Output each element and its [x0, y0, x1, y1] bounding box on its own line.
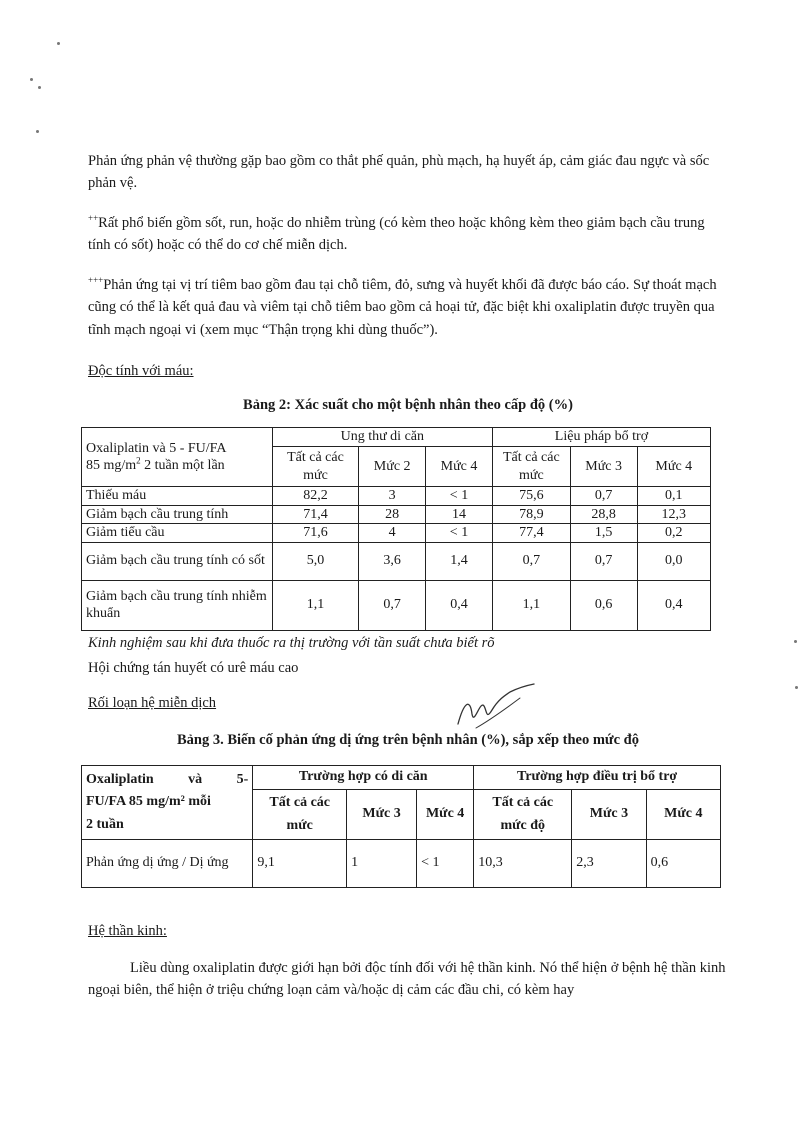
table3-regimen-line3: 2 tuần — [86, 816, 124, 832]
scan-speck — [57, 42, 60, 45]
table3 — [81, 765, 721, 888]
table2-col-header: Mức 3 — [570, 447, 637, 487]
table2-cell: 0,2 — [637, 524, 710, 543]
table2-row-label: Giảm bạch cầu trung tính có sốt — [82, 542, 273, 580]
table3-row-label: Phản ứng dị ứng / Dị ứng — [82, 840, 253, 888]
table2-cell: < 1 — [426, 487, 493, 506]
scan-speck — [795, 686, 798, 689]
table2-cell: 0,4 — [637, 580, 710, 630]
table3-col-header: Tất cả các mức — [253, 790, 347, 840]
table-row — [82, 487, 711, 506]
table2-cell: 28,8 — [570, 505, 637, 524]
table3-cell: 9,1 — [253, 840, 347, 888]
table3-group-metastatic: Trường hợp có di căn — [253, 766, 474, 790]
table2-row-label: Giảm tiểu cầu — [82, 524, 273, 543]
table2-cell: < 1 — [426, 524, 493, 543]
paragraph-fever — [88, 212, 728, 257]
table2 — [81, 427, 711, 631]
table2-cell: 28 — [359, 505, 426, 524]
table2-cell: 0,7 — [492, 542, 570, 580]
table2-col-header: Mức 2 — [359, 447, 426, 487]
table2-cell: 12,3 — [637, 505, 710, 524]
table2-caption: Bảng 2: Xác suất cho một bệnh nhân theo cấp độ (%) — [243, 397, 573, 413]
table2-cell: 1,1 — [272, 580, 359, 630]
paragraph-injection-site — [88, 274, 728, 341]
table2-cell: 3,6 — [359, 542, 426, 580]
handwritten-signature — [450, 680, 540, 735]
table2-row-label: Giảm bạch cầu trung tính — [82, 505, 273, 524]
table2-regimen-cell — [82, 428, 273, 487]
table2-regimen-schedule: 2 tuần một lần — [140, 458, 225, 473]
table2-cell: 0,7 — [359, 580, 426, 630]
table3-cell: < 1 — [417, 840, 474, 888]
table3-col-header: Mức 3 — [572, 790, 646, 840]
table2-cell: 4 — [359, 524, 426, 543]
table3-regimen-word: 5- — [236, 771, 249, 787]
table2-row-label: Giảm bạch cầu trung tính nhiễm khuẩn — [82, 580, 273, 630]
hus-line: Hội chứng tán huyết có urê máu cao — [88, 660, 299, 676]
table2-cell: 77,4 — [492, 524, 570, 543]
table3-cell: 1 — [347, 840, 417, 888]
footnote-mark: ++ — [88, 213, 99, 224]
paragraph-anaphylaxis: Phản ứng phản vệ thường gặp bao gồm co thắt phế quản, phù mạch, hạ huyết áp, cảm giác đau ngực và sốc phản vệ. — [88, 153, 710, 192]
scan-speck — [794, 640, 797, 643]
table3-col-header: Mức 3 — [347, 790, 417, 840]
table3-cell: 10,3 — [474, 840, 572, 888]
table2-cell: 71,6 — [272, 524, 359, 543]
table3-col-header: Mức 4 — [417, 790, 474, 840]
table2-cell: 0,6 — [570, 580, 637, 630]
paragraph-nervous: Liều dùng oxaliplatin được giới hạn bởi độc tính đối với hệ thần kinh. Nó thể hiện ở bệnh hệ thần kinh ngoại biên, thể hiện ở triệu chứng loạn cảm và/hoặc dị cảm các đầu chi, có kèm hay — [88, 960, 726, 999]
footnote-mark: +++ — [88, 275, 104, 286]
table3-regimen-cell — [82, 766, 253, 840]
postmarketing-note: Kinh nghiệm sau khi đưa thuốc ra thị trường với tần suất chưa biết rõ — [88, 635, 495, 651]
table3-regimen-line1 — [86, 769, 248, 791]
table-row — [82, 505, 711, 524]
table-row — [82, 542, 711, 580]
table3-col-header: Tất cả các mức độ — [474, 790, 572, 840]
scan-speck — [38, 86, 41, 89]
table2-col-header: Mức 4 — [637, 447, 710, 487]
table-row — [82, 840, 721, 888]
table2-col-header: Tất cả các mức — [272, 447, 359, 487]
table2-cell: 0,4 — [426, 580, 493, 630]
paragraph-injection-text: Phản ứng tại vị trí tiêm bao gồm đau tại chỗ tiêm, đỏ, sưng và huyết khối đã được báo cáo. Sự thoát mạch cũng có thể là kết quả đau và viêm tại chỗ tiêm bao gồm cả hoại tử, đặc biệt khi oxaliplatin được truyền qua tĩnh mạch ngoại vi (xem mục “Thận trọng khi dùng thuốc”). — [88, 277, 717, 338]
table2-cell: 1,5 — [570, 524, 637, 543]
section-heading-blood: Độc tính với máu: — [88, 363, 194, 379]
table2-cell: 3 — [359, 487, 426, 506]
table2-cell: 0,0 — [637, 542, 710, 580]
table2-group-metastatic: Ung thư di căn — [272, 428, 492, 447]
table3-cell: 2,3 — [572, 840, 646, 888]
table2-col-header: Mức 4 — [426, 447, 493, 487]
table2-regimen-sup: 2 — [136, 455, 141, 466]
table2-cell: 5,0 — [272, 542, 359, 580]
table2-cell: 1,1 — [492, 580, 570, 630]
paragraph-fever-text: Rất phổ biến gồm sốt, run, hoặc do nhiễm trùng (có kèm theo hoặc không kèm theo giảm bạch cầu trung tính có sốt) hoặc có thể do cơ chế miễn dịch. — [88, 215, 705, 254]
table2-group-adjuvant: Liệu pháp bổ trợ — [492, 428, 710, 447]
section-heading-nervous: Hệ thần kinh: — [88, 923, 167, 939]
table2-row-label: Thiếu máu — [82, 487, 273, 506]
table2-cell: 14 — [426, 505, 493, 524]
table2-cell: 1,4 — [426, 542, 493, 580]
table3-col-header: Mức 4 — [646, 790, 720, 840]
table3-regimen-word: và — [188, 771, 203, 787]
table2-regimen-line1: Oxaliplatin và 5 - FU/FA — [86, 440, 227, 456]
scan-speck — [30, 78, 33, 81]
table2-col-header: Tất cả các mức — [492, 447, 570, 487]
table2-cell: 0,7 — [570, 487, 637, 506]
table3-caption: Bảng 3. Biến cố phản ứng dị ứng trên bệnh nhân (%), sắp xếp theo mức độ — [177, 732, 639, 748]
table2-regimen-dose: 85 mg/m — [86, 458, 137, 473]
scan-speck — [36, 130, 39, 133]
table2-cell: 78,9 — [492, 505, 570, 524]
table3-regimen-line2: FU/FA 85 mg/m² mỗi — [86, 794, 211, 810]
table-row — [82, 580, 711, 630]
section-heading-immune: Rối loạn hệ miễn dịch — [88, 695, 217, 711]
table3-group-adjuvant: Trường hợp điều trị bổ trợ — [474, 766, 721, 790]
table2-cell: 75,6 — [492, 487, 570, 506]
table3-cell: 0,6 — [646, 840, 720, 888]
table2-cell: 0,7 — [570, 542, 637, 580]
table-row — [82, 524, 711, 543]
table3-regimen-word: Oxaliplatin — [86, 771, 154, 787]
table2-cell: 82,2 — [272, 487, 359, 506]
table2-cell: 71,4 — [272, 505, 359, 524]
table2-cell: 0,1 — [637, 487, 710, 506]
